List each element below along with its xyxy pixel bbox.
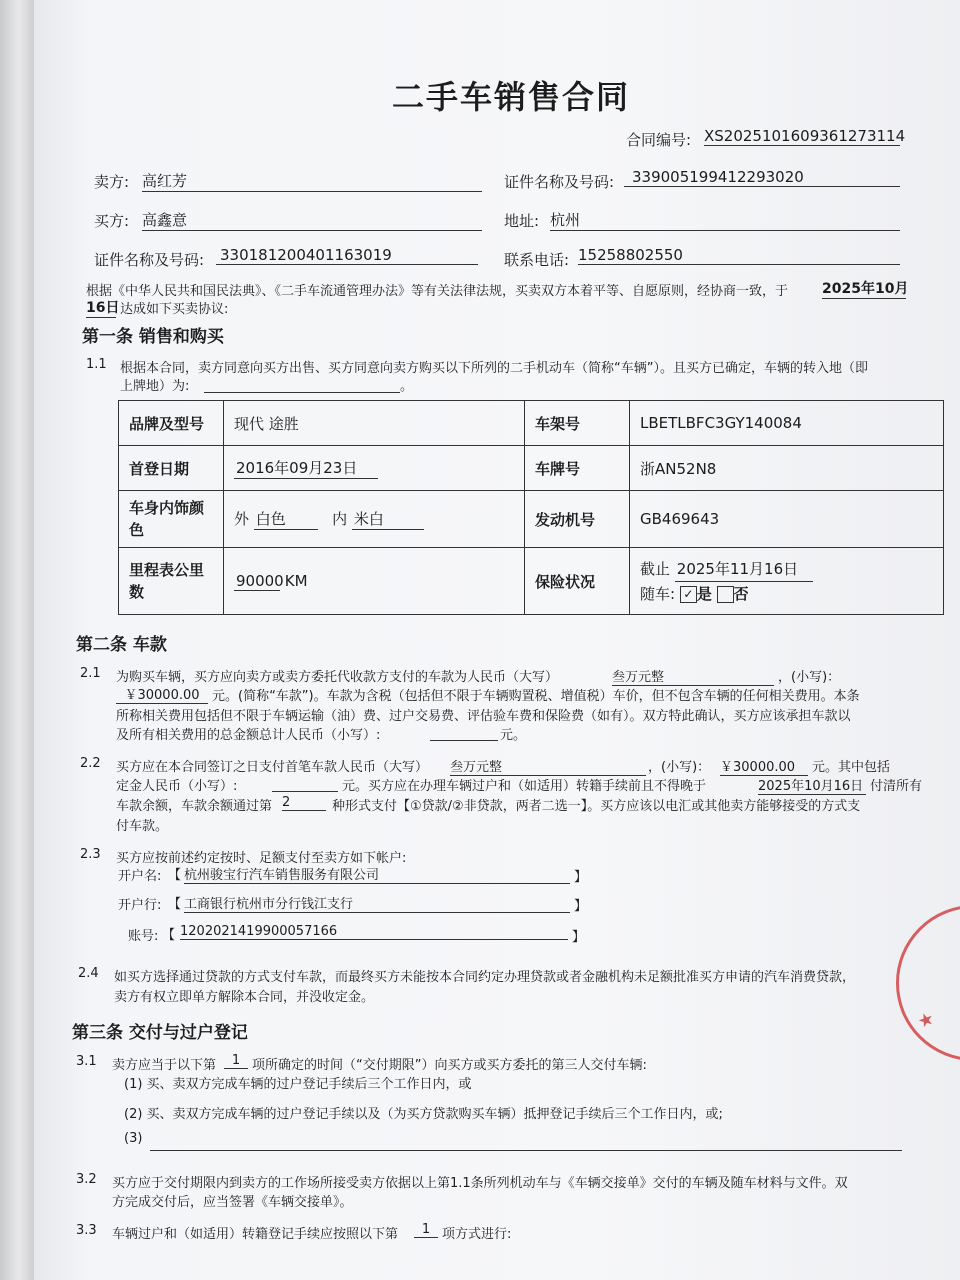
p21-line-1: 为购买车辆，买方应向卖方或卖方委托代收款方支付的车款为人民币（大写） (116, 670, 559, 685)
bracket-right: 】 (572, 930, 586, 945)
p11-num: 1.1 (86, 357, 107, 372)
insurance-label: 保险状况 (525, 548, 630, 615)
plate-label: 车牌号 (525, 446, 630, 491)
p23-num: 2.3 (80, 847, 101, 862)
p31-num: 3.1 (76, 1054, 97, 1069)
p22-line-2-end: 付清所有 (870, 779, 923, 794)
mileage-value: 90000 (236, 571, 284, 590)
p21-line-4: 及所有相关费用的总金额总计人民币（小写）: (116, 728, 381, 743)
brand-value: 现代 途胜 (224, 401, 525, 446)
color-label-1: 车身内饰颜 (129, 499, 205, 517)
no-label: 否 (733, 584, 749, 603)
p22-line-1: 买方应在本合同签订之日支付首笔车款人民币（大写） (116, 760, 429, 775)
table-row (119, 491, 944, 548)
p21-total-blank (430, 724, 498, 741)
mileage-label-1: 里程表公里 (129, 561, 205, 579)
p22-xiaoxie: ￥30000.00 (720, 756, 808, 776)
option-3-blank (150, 1136, 902, 1151)
p21-daxie: 叁万元整 (612, 666, 774, 686)
color-label-cell (119, 491, 224, 548)
mileage-unit: KM (284, 571, 308, 590)
table-row (119, 548, 944, 615)
article-3-title: 第三条 交付与过户登记 (72, 1023, 248, 1043)
contract-no-label: 合同编号: (626, 131, 692, 149)
engine-value: GB469643 (630, 491, 944, 548)
p22-line-3b: 种形式支付【①贷款/②非贷款，两者二选一】。买方应该以电汇或其他卖方能够接受的方式支 (332, 799, 861, 814)
article-2-title: 第二条 车款 (76, 635, 167, 655)
with-car-label: 随车: (640, 584, 676, 603)
account-no: 1202021419900057166 (180, 924, 568, 940)
contract-no-value: XS2025101609361273114 (704, 127, 906, 145)
article-1-title: 第一条 销售和购买 (82, 327, 224, 347)
reg-date-label: 首登日期 (119, 446, 224, 491)
p22-deposit-blank (272, 775, 338, 792)
option-3: (3) (124, 1131, 143, 1146)
p33-num: 3.3 (76, 1223, 97, 1238)
p21-line-4-end: 元。 (500, 728, 527, 743)
reg-date-cell (224, 446, 525, 491)
p11-line-2: 上牌地）为: (120, 379, 190, 394)
company-seal (896, 905, 960, 1061)
account-no-label: 账号: (128, 929, 159, 944)
buyer-id-label: 证件名称及号码: (94, 251, 205, 269)
mileage-label-2: 数 (129, 583, 145, 601)
option-2: (2) 买、卖双方完成车辆的过户登记手续以及（为买方贷款购买车辆）抵押登记手续后三个工作日内，或; (124, 1107, 723, 1122)
color-label-2: 色 (129, 521, 145, 539)
p22-line-1-end: 元。其中包括 (812, 760, 891, 775)
p22-line-2a: 定金人民币（小写）: (116, 779, 238, 794)
p31-item: 1 (224, 1053, 248, 1069)
interior-color: 米白 (352, 508, 424, 530)
yes-checkbox[interactable]: ✓ (680, 586, 697, 603)
contract-page (34, 0, 960, 1280)
buyer-id: 330181200401163019 (216, 246, 478, 265)
bracket-left: 【 (162, 928, 176, 943)
insurance-cell (630, 548, 944, 615)
vin-label: 车架号 (525, 401, 630, 446)
mileage-label-cell (119, 548, 224, 615)
p22-line-2b: 元。买方应在办理车辆过户和（如适用）转籍手续前且不得晚于 (342, 779, 707, 794)
destination-blank (204, 376, 400, 393)
intro-line-2: 达成如下买卖协议: (120, 302, 229, 317)
bank-name: 工商银行杭州市分行钱江支行 (184, 893, 570, 913)
bank-label: 开户行: (118, 898, 162, 913)
p22-num: 2.2 (80, 756, 101, 771)
p32-line-2: 方完成交付后，应当签署《车辆交接单》。 (112, 1195, 353, 1210)
p21-num: 2.1 (80, 666, 101, 681)
intro-date-1: 2025年10月 (822, 278, 906, 299)
reg-date-value: 2016年09月23日 (234, 457, 378, 479)
intro-date-2: 16日 (86, 297, 116, 318)
p22-line-3a: 车款余额，车款余额通过第 (116, 799, 273, 814)
p21-xiaoxie-label: ，(小写)： (778, 670, 841, 685)
account-name-label: 开户名: (118, 869, 162, 884)
p21-xiaoxie: ￥30000.00 (116, 684, 208, 704)
p22-xiaoxie-label: ，(小写)： (648, 760, 711, 775)
p21-line-2: 元。(简称“车款”)。车款为含税（包括但不限于车辆购置税、增值税）车价，但不包含车辆的任何相关费用。本条 (212, 689, 860, 704)
seller-id-label: 证件名称及号码: (504, 173, 615, 191)
table-row (119, 401, 944, 446)
vin-value: LBETLBFC3GY140084 (630, 401, 944, 446)
buyer-label: 买方: (94, 212, 130, 230)
bracket-right: 】 (574, 899, 588, 914)
p23-line-1: 买方应按前述约定按时、足额支付至卖方如下帐户: (116, 851, 407, 866)
address-value: 杭州 (550, 209, 900, 231)
exterior-color: 白色 (254, 508, 318, 530)
exterior-label: 外 (234, 510, 250, 528)
p32-line-1: 买方应于交付期限内到卖方的工作场所接受卖方依据以上第1.1条所列机动车与《车辆交接单》交付的车辆及随车材料与文件。双 (112, 1176, 848, 1191)
option-1: (1) 买、卖双方完成车辆的过户登记手续后三个工作日内，或 (124, 1077, 472, 1092)
phone-value: 15258802550 (578, 246, 900, 265)
p31-line-1a: 卖方应当于以下第 (112, 1058, 217, 1073)
vehicle-table (118, 400, 944, 615)
seller-label: 卖方: (94, 173, 130, 191)
intro-line-1: 根据《中华人民共和国民法典》、《二手车流通管理办法》等有关法律法规，买卖双方本着平等、自愿原则，经协商一致，于 (86, 284, 789, 299)
mileage-cell (224, 548, 525, 615)
p24-num: 2.4 (78, 966, 99, 981)
page-title: 二手车销售合同 (392, 78, 631, 116)
insurance-until-label: 截止 (640, 559, 671, 578)
no-checkbox[interactable] (717, 586, 734, 603)
brand-label: 品牌及型号 (119, 401, 224, 446)
color-cell (224, 491, 525, 548)
p22-pay-form: 2 (282, 795, 326, 811)
bracket-left: 【 (168, 868, 182, 883)
p24-line-1: 如买方选择通过贷款的方式支付车款，而最终买方未能按本合同约定办理贷款或者金融机构未足额批准买方申请的汽车消费贷款， (114, 970, 856, 985)
insurance-until-date: 2025年11月16日 (675, 557, 813, 582)
seller-name: 高红芳 (142, 170, 482, 192)
p21-line-3: 所称相关费用包括但不限于车辆运输（油）费、过户交易费、评估验车费和保险费（如有）。双方特此确认，买方应该承担车款以 (116, 709, 851, 724)
table-row (119, 446, 944, 491)
p32-num: 3.2 (76, 1172, 97, 1187)
address-label: 地址: (504, 212, 540, 230)
p22-line-4: 付车款。 (116, 819, 169, 834)
p33-line-1a: 车辆过户和（如适用）转籍登记手续应按照以下第 (112, 1227, 399, 1242)
bracket-right: 】 (574, 870, 588, 885)
phone-label: 联系电话: (504, 251, 570, 269)
buyer-name: 高鑫意 (142, 209, 482, 231)
p33-line-1b: 项方式进行: (442, 1227, 512, 1242)
seller-id: 339005199412293020 (624, 168, 900, 187)
engine-label: 发动机号 (525, 491, 630, 548)
account-name: 杭州骏宝行汽车销售服务有限公司 (184, 864, 570, 884)
p11-line-1: 根据本合同，卖方同意向买方出售、买方同意向卖方购买以下所列的二手机动车（简称“车辆”）。且买方已确定，车辆的转入地（即 (120, 361, 868, 376)
plate-value: 浙AN52N8 (630, 446, 944, 491)
interior-label: 内 (332, 510, 348, 528)
yes-label: 是 (696, 584, 712, 603)
bracket-left: 【 (168, 897, 182, 912)
p11-line-2-end: 。 (400, 379, 414, 394)
p33-item: 1 (414, 1222, 438, 1238)
p22-deadline: 2025年10月16日 (758, 775, 866, 795)
p22-daxie: 叁万元整 (450, 756, 646, 776)
seal-mark: ★ (914, 1007, 938, 1034)
p24-line-2: 卖方有权立即单方解除本合同，并没收定金。 (114, 990, 375, 1005)
p31-line-1b: 项所确定的时间（“交付期限”）向买方或买方委托的第三人交付车辆: (252, 1058, 647, 1073)
